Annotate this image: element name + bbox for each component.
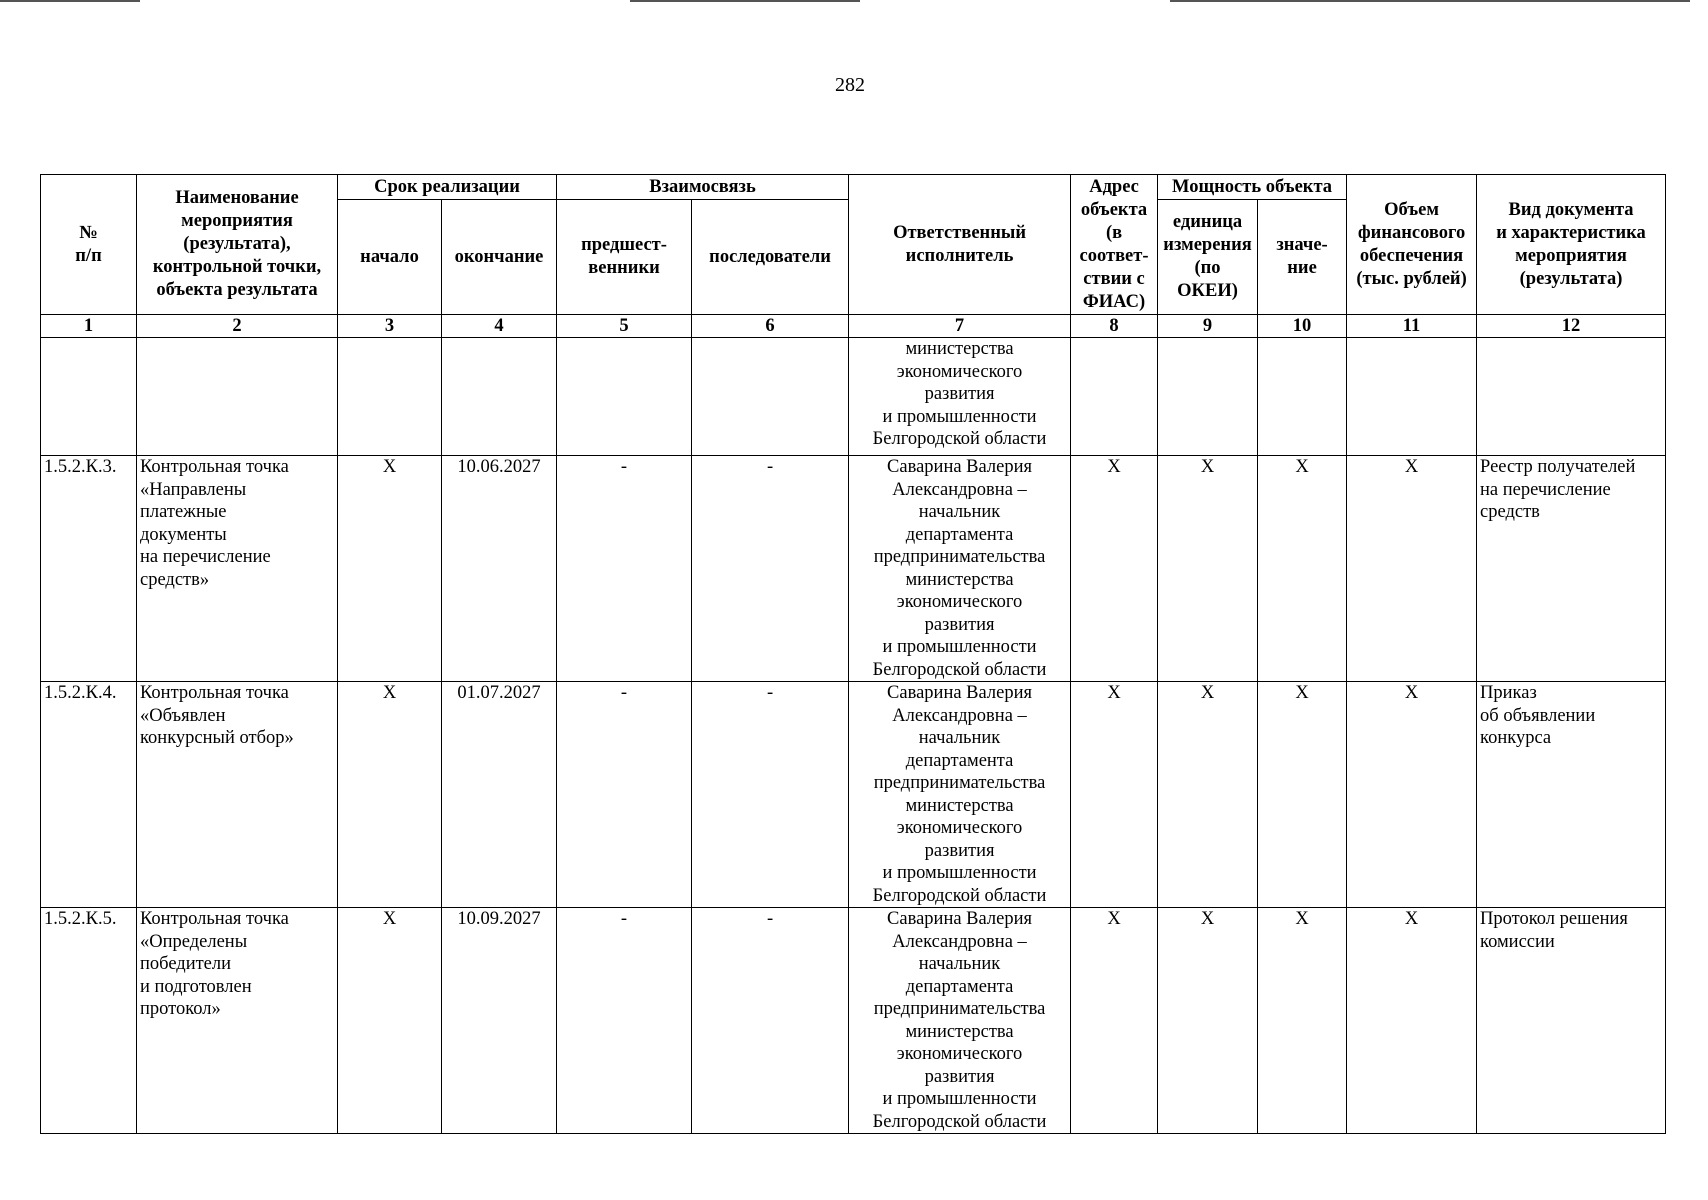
empty-cell <box>1347 338 1477 456</box>
capacity-unit-cell: X <box>1158 682 1258 908</box>
table-row <box>41 456 1666 682</box>
header-capacity-unit: единица измерения (по ОКЕИ) <box>1158 200 1258 315</box>
header-number: № п/п <box>41 175 137 315</box>
finance-cell: X <box>1347 908 1477 1134</box>
column-number: 8 <box>1071 315 1158 338</box>
address-cell: X <box>1071 908 1158 1134</box>
header-term-end: окончание <box>442 200 557 315</box>
start-date-cell: X <box>338 456 442 682</box>
column-number: 4 <box>442 315 557 338</box>
capacity-value-cell: X <box>1258 682 1347 908</box>
empty-cell <box>1258 338 1347 456</box>
address-cell: X <box>1071 456 1158 682</box>
header-finance: Объем финансового обеспечения (тыс. рублей) <box>1347 175 1477 315</box>
empty-cell <box>1477 338 1666 456</box>
item-name-cell: Контрольная точка «Объявлен конкурсный отбор» <box>137 682 338 908</box>
column-number: 5 <box>557 315 692 338</box>
table-row-continuation <box>41 338 1666 456</box>
document-cell: Приказ об объявлении конкурса <box>1477 682 1666 908</box>
header-name: Наименование мероприятия (результата), контрольной точки, объекта результата <box>137 175 338 315</box>
predecessors-cell: - <box>557 682 692 908</box>
executor-cell: Саварина Валерия Александровна – начальник департамента предпринимательства министерства экономического развития и промышленности Белгородской области <box>849 456 1071 682</box>
column-numbers-row <box>41 315 1666 338</box>
item-name-cell: Контрольная точка «Направлены платежные документы на перечисление средств» <box>137 456 338 682</box>
scan-edge-line-left <box>0 0 140 2</box>
header-successors: последователи <box>692 200 849 315</box>
predecessors-cell: - <box>557 456 692 682</box>
table-row <box>41 908 1666 1134</box>
empty-cell <box>1071 338 1158 456</box>
capacity-unit-cell: X <box>1158 456 1258 682</box>
header-capacity-group: Мощность объекта <box>1158 175 1347 200</box>
scan-edge-line-right <box>1170 0 1690 2</box>
header-predecessors: предшест- венники <box>557 200 692 315</box>
column-number: 3 <box>338 315 442 338</box>
predecessors-cell: - <box>557 908 692 1134</box>
column-number: 7 <box>849 315 1071 338</box>
successors-cell: - <box>692 682 849 908</box>
empty-cell <box>1158 338 1258 456</box>
column-number: 2 <box>137 315 338 338</box>
item-number-cell: 1.5.2.К.4. <box>41 682 137 908</box>
column-number: 1 <box>41 315 137 338</box>
capacity-value-cell: X <box>1258 908 1347 1134</box>
header-term-group: Срок реализации <box>338 175 557 200</box>
document-cell: Протокол решения комиссии <box>1477 908 1666 1134</box>
empty-cell <box>692 338 849 456</box>
executor-cell: Саварина Валерия Александровна – начальник департамента предпринимательства министерства экономического развития и промышленности Белгородской области <box>849 908 1071 1134</box>
item-name-cell: Контрольная точка «Определены победители и подготовлен протокол» <box>137 908 338 1134</box>
header-executor: Ответственный исполнитель <box>849 175 1071 315</box>
end-date-cell: 10.09.2027 <box>442 908 557 1134</box>
empty-cell <box>137 338 338 456</box>
document-cell: Реестр получателей на перечисление средств <box>1477 456 1666 682</box>
header-address: Адрес объекта (в соответ- ствии с ФИАС) <box>1071 175 1158 315</box>
successors-cell: - <box>692 456 849 682</box>
address-cell: X <box>1071 682 1158 908</box>
scan-edge-line-mid <box>630 0 860 2</box>
finance-cell: X <box>1347 456 1477 682</box>
executor-cell: министерства экономического развития и промышленности Белгородской области <box>849 338 1071 456</box>
empty-cell <box>557 338 692 456</box>
empty-cell <box>41 338 137 456</box>
capacity-unit-cell: X <box>1158 908 1258 1134</box>
header-document: Вид документа и характеристика мероприятия (результата) <box>1477 175 1666 315</box>
header-term-start: начало <box>338 200 442 315</box>
header-link-group: Взаимосвязь <box>557 175 849 200</box>
end-date-cell: 10.06.2027 <box>442 456 557 682</box>
end-date-cell: 01.07.2027 <box>442 682 557 908</box>
column-number: 10 <box>1258 315 1347 338</box>
empty-cell <box>338 338 442 456</box>
page-number: 282 <box>835 74 865 96</box>
table-row <box>41 682 1666 908</box>
start-date-cell: X <box>338 908 442 1134</box>
plan-table <box>40 174 1666 1134</box>
column-number: 11 <box>1347 315 1477 338</box>
empty-cell <box>442 338 557 456</box>
header-capacity-value: значе- ние <box>1258 200 1347 315</box>
successors-cell: - <box>692 908 849 1134</box>
item-number-cell: 1.5.2.К.3. <box>41 456 137 682</box>
item-number-cell: 1.5.2.К.5. <box>41 908 137 1134</box>
executor-cell: Саварина Валерия Александровна – начальник департамента предпринимательства министерства экономического развития и промышленности Белгородской области <box>849 682 1071 908</box>
start-date-cell: X <box>338 682 442 908</box>
column-number: 6 <box>692 315 849 338</box>
column-number: 9 <box>1158 315 1258 338</box>
finance-cell: X <box>1347 682 1477 908</box>
column-number: 12 <box>1477 315 1666 338</box>
capacity-value-cell: X <box>1258 456 1347 682</box>
